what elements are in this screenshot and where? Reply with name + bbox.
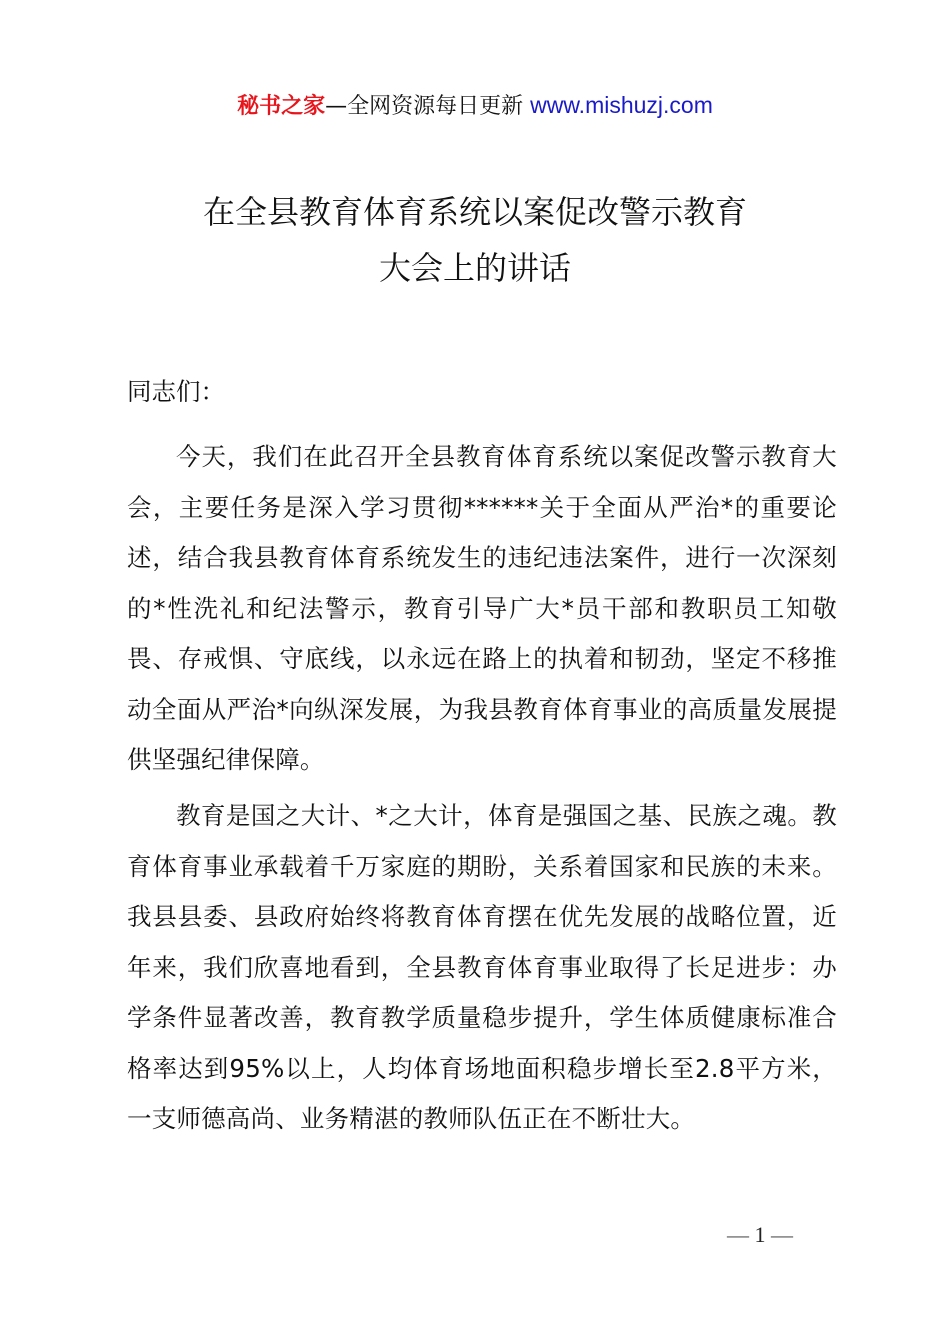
page-dash-left: — [727, 1222, 749, 1247]
page-number-value: 1 [754, 1222, 766, 1247]
title-line-1: 在全县教育体育系统以案促改警示教育 [202, 193, 747, 231]
banner-slogan: —全网资源每日更新 [325, 94, 524, 119]
paragraph-1-block [127, 432, 837, 786]
paragraph: 教育是国之大计、*之大计，体育是强国之基、民族之魂。教育体育事业承载着千万家庭的期盼，关系着国家和民族的未来。我县县委、县政府始终将教育体育摆在优先发展的战略位置，近年来，我们欣喜地看到，全县教育体育事业取得了长足进步：办学条件显著改善，教育教学质量稳步提升，学生体质健康标准合格率达到95%以上，人均体育场地面积稳步增长至2.8平方米，一支师德高尚、业务精湛的教师队伍正在不断壮大。 [127, 801, 837, 1133]
document-title [0, 184, 950, 296]
banner-url-link[interactable]: www.mishuzj.com [530, 92, 713, 118]
page-dash-right: — [771, 1222, 793, 1247]
page-number [720, 1222, 800, 1248]
paragraph-2-block [127, 791, 837, 1145]
title-line-2: 大会上的讲话 [378, 249, 571, 287]
banner-brand: 秘书之家 [237, 94, 326, 119]
site-banner [0, 88, 950, 124]
paragraph: 今天，我们在此召开全县教育体育系统以案促改警示教育大会，主要任务是深入学习贯彻******关于全面从严治*的重要论述，结合我县教育体育系统发生的违纪违法案件，进行一次深刻的*性洗礼和纪法警示，教育引导广大*员干部和教职员工知敬畏、存戒惧、守底线，以永远在路上的执着和韧劲，坚定不移推动全面从严治*向纵深发展，为我县教育体育事业的高质量发展提供坚强纪律保障。 [127, 442, 837, 774]
salutation: 同志们： [127, 377, 225, 406]
